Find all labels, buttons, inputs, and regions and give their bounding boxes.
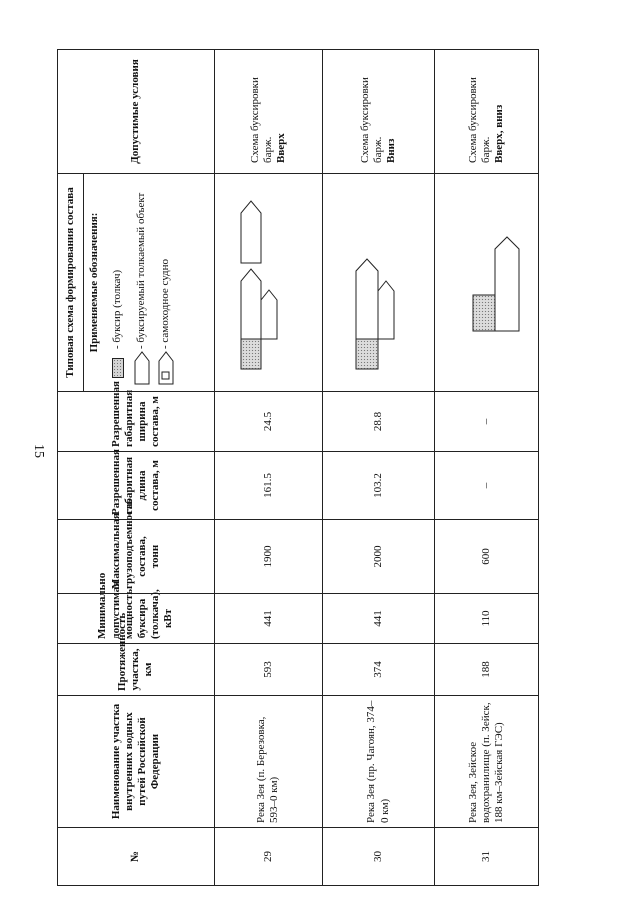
header-conditions: Допустимые условия xyxy=(58,50,215,174)
barge-icon xyxy=(356,259,378,339)
tug-icon xyxy=(241,339,261,369)
cell-allowed-length: 161.5 xyxy=(214,452,322,520)
header-scheme: Типовая схема формирования состава xyxy=(58,174,84,392)
cell-capacity: 600 xyxy=(435,520,539,594)
cell-scheme-diagram xyxy=(322,174,434,392)
condition-text: Схема буксировки барж. xyxy=(358,77,384,163)
barge-icon xyxy=(495,237,519,331)
barge-icon xyxy=(241,269,261,339)
header-allowed-width: Разрешенная габаритная ширина состава, м xyxy=(58,392,215,452)
cell-num: 29 xyxy=(214,828,322,886)
convoy-diagram xyxy=(218,175,318,391)
header-power: Минимально допустимая мощность буксира (толкача), кВт xyxy=(58,594,215,644)
cell-capacity: 2000 xyxy=(322,520,434,594)
legend-item-barge xyxy=(130,178,154,387)
legend-item-self-propelled xyxy=(154,178,178,387)
legend-label-tug: - буксир (толкач) xyxy=(111,269,124,349)
table-row xyxy=(214,50,322,886)
cell-capacity: 1900 xyxy=(214,520,322,594)
legend-cell xyxy=(84,174,214,392)
convoy-table xyxy=(57,49,539,886)
cell-power: 441 xyxy=(214,594,322,644)
condition-direction: Вниз xyxy=(385,138,398,163)
cell-num: 31 xyxy=(435,828,539,886)
cell-allowed-width: – xyxy=(435,392,539,452)
header-row-top xyxy=(58,50,84,886)
barge-icon xyxy=(134,351,150,385)
cell-scheme-diagram xyxy=(214,174,322,392)
cell-allowed-length: 103.2 xyxy=(322,452,434,520)
tug-icon xyxy=(112,358,124,378)
cell-conditions xyxy=(435,50,539,174)
cell-conditions xyxy=(322,50,434,174)
condition-text: Схема буксировки барж. xyxy=(466,77,492,163)
header-num: № xyxy=(58,828,215,886)
tug-icon xyxy=(473,295,495,331)
table-row xyxy=(435,50,539,886)
table-row xyxy=(322,50,434,886)
cell-allowed-width: 28.8 xyxy=(322,392,434,452)
barge-icon xyxy=(261,290,277,339)
header-allowed-length: Разрешенная габаритная длина состава, м xyxy=(58,452,215,520)
condition-text: Схема буксировки барж. xyxy=(248,77,274,163)
cell-name: Река Зея (пр. Чагоян, 374–0 км) xyxy=(322,696,434,828)
legend-label-barge: - буксируемый толкаемый объект xyxy=(135,192,148,349)
tug-icon xyxy=(356,339,378,369)
legend-title: Применяемые обозначения: xyxy=(88,212,101,353)
condition-direction: Вверх, вниз xyxy=(493,104,506,163)
cell-conditions xyxy=(214,50,322,174)
cell-num: 30 xyxy=(322,828,434,886)
legend-item-tug xyxy=(106,178,130,387)
convoy-diagram xyxy=(327,175,431,391)
cell-power: 441 xyxy=(322,594,434,644)
cell-scheme-diagram xyxy=(435,174,539,392)
cell-length: 593 xyxy=(214,644,322,696)
cell-length: 374 xyxy=(322,644,434,696)
cell-length: 188 xyxy=(435,644,539,696)
cell-power: 110 xyxy=(435,594,539,644)
cell-allowed-width: 24.5 xyxy=(214,392,322,452)
legend-label-self-propelled: - самоходное судно xyxy=(159,258,172,349)
convoy-diagram xyxy=(439,175,535,391)
header-name: Наименование участка внутренних водных путей Российской Федерации xyxy=(58,696,215,828)
barge-icon xyxy=(378,281,394,339)
condition-direction: Вверх xyxy=(274,133,287,163)
page-number: 15 xyxy=(31,444,46,458)
rotated-table-container xyxy=(57,50,539,886)
barge-icon xyxy=(241,201,261,263)
cell-name: Река Зея, Зейское водохранилище (п. Зейск, 188 км–Зейская ГЭС) xyxy=(435,696,539,828)
cell-name: Река Зея (п. Березовка, 593–0 км) xyxy=(214,696,322,828)
header-capacity: Максимальная грузоподъемность состава, тонн xyxy=(58,520,215,594)
header-length: Протяженность участка, км xyxy=(58,644,215,696)
self-propelled-icon xyxy=(158,351,174,385)
cell-allowed-length: – xyxy=(435,452,539,520)
